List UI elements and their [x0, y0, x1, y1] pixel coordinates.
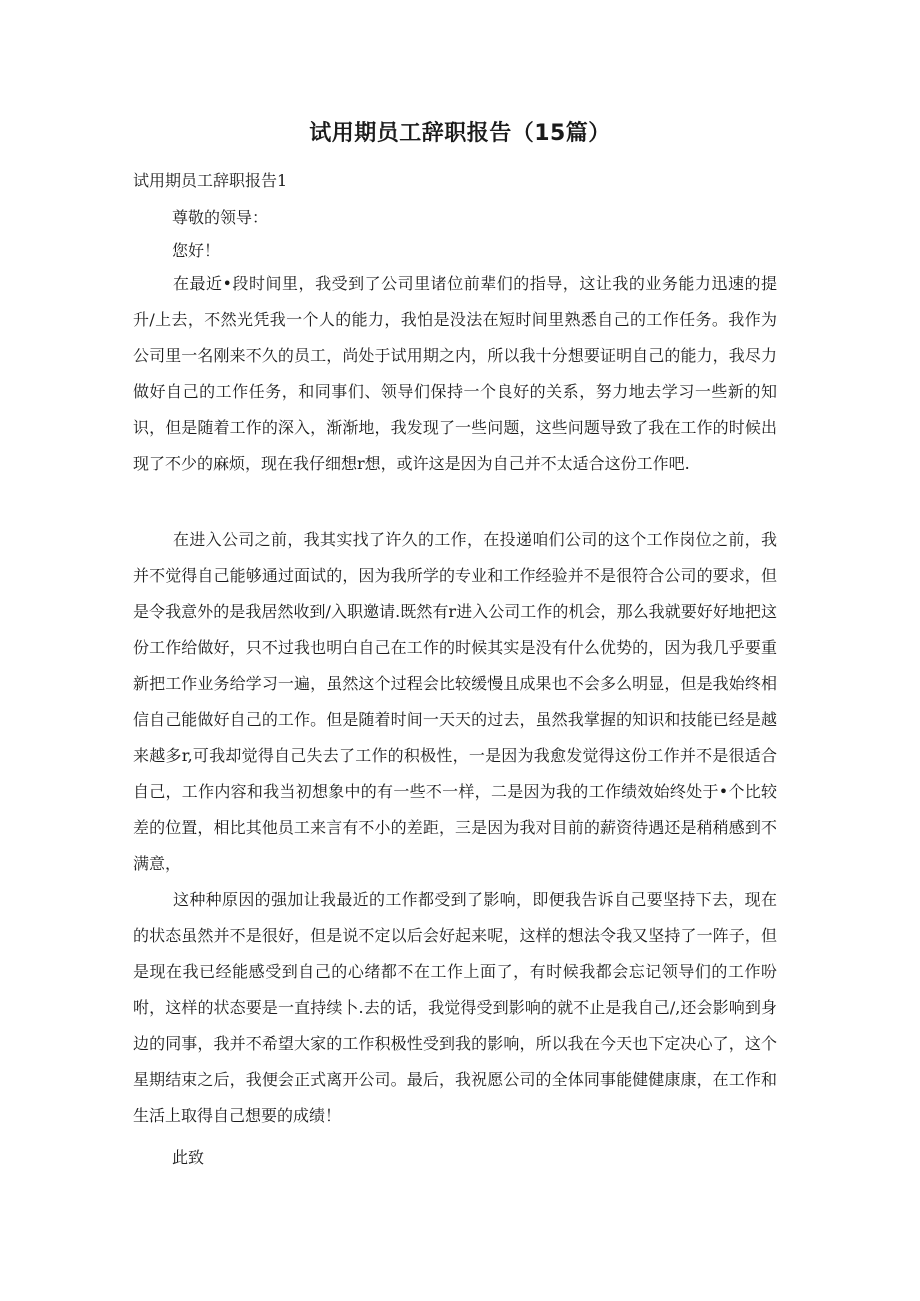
section-subtitle: 试用期员工辞职报告1: [133, 171, 288, 190]
body-paragraph: 这种种原因的强加让我最近的工作都受到了影响，即便我告诉自己要坚持下去，现在的状态虽然并不是很好，但是说不定以后会好起来呢，这样的想法令我又坚持了一阵子，但是现在我已经能感受到自己的心绪都不在工作上面了，有时候我都会忘记领导们的工作吩咐，这样的状态要是一直持续卜.去的话，我觉得受到影响的就不止是我自己/,还会影响到身边的同事，我并不希望大家的工作积极性受到我的影响，所以我在今天也下定决心了，这个星期结束之后，我便会正式离开公司。最后，我祝愿公司的全体同事能健健康康，在工作和生活上取得自己想要的成绩！: [133, 890, 777, 1125]
body-paragraph: 在最近•段时间里，我受到了公司里诸位前辈们的指导，这让我的业务能力迅速的提升/上去，不然光凭我一个人的能力，我怕是没法在短时间里熟悉自己的工作任务。我作为公司里一名刚来不久的员工，尚处于试用期之内，所以我十分想要证明自己的能力，我尽力做好自己的工作任务，和同事们、领导们保持一个良好的关系，努力地去学习一些新的知识，但是随着工作的深入，渐渐地，我发现了一些问题，这些问题导致了我在工作的时候出现了不少的麻烦，现在我仔细想r想，或许这是因为自己并不太适合这份工作吧.: [133, 274, 777, 473]
greeting: 您好！: [172, 241, 221, 260]
salutation: 尊敬的领导：: [172, 208, 269, 227]
closing-line: 此致: [172, 1148, 205, 1167]
document-title: 试用期员工辞职报告（15篇）: [309, 121, 611, 146]
body-paragraph: 在进入公司之前，我其实找了许久的工作，在投递咱们公司的这个工作岗位之前，我并不觉得自己能够通过面试的，因为我所学的专业和工作经验并不是很符合公司的要求，但是令我意外的是我居然收到/入职邀请.既然有r进入公司工作的机会，那么我就要好好地把这份工作给做好，只不过我也明白自己在工作的时候其实是没有什么优势的，因为我几乎要重新把工作业务给学习一遍，虽然这个过程会比较缓慢且成果也不会多么明显，但是我始终相信自己能做好自己的工作。但是随着时间一天天的过去，虽然我掌握的知识和技能已经是越来越多r,可我却觉得自己失去了工作的积极性，一是因为我愈发觉得这份工作并不是很适合自己，工作内容和我当初想象中的有一些不一样，二是因为我的工作绩效始终处于•个比较差的位置，相比其他员工来言有不小的差距，三是因为我对目前的薪资待遇还是稍稍感到不满意，: [133, 530, 777, 873]
